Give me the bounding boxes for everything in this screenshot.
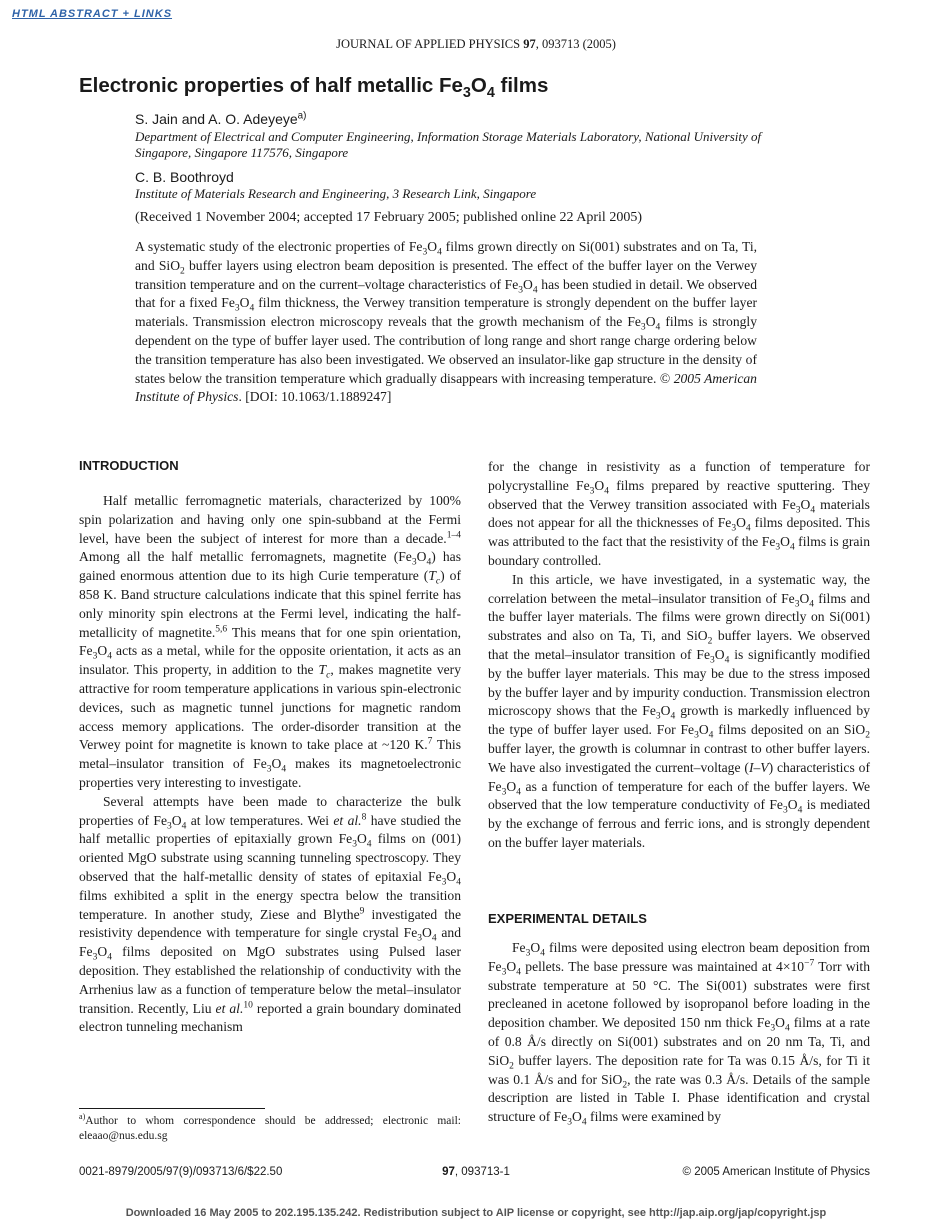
abstract: A systematic study of the electronic properties of $Fe_3O_4$ films grown directly on Si(001) substrates and on Ta, Ti, and SiO$_2$ buffer layers using electron beam deposition is presented. The effect of the buffer layer on the Verwey transition temperature and on the current–voltage characteristics of $Fe_3O_4$ has been studied in detail. We observed that for a fixed $Fe_3O_4$ film thickness, the Verwey transition temperature is strongly dependent on the buffer layer materials. Transmission electron microscopy reveals that the growth mechanism of the $Fe_3O_4$ films is strongly dependent on the type of buffer layer used. The contribution of long range and short range charge ordering below the transition temperature has also been investigated. We observed an insulator-like gap structure in the density of states below the transition temperature which gradually disappears with increasing temperature. © 2005 American Institute of Physics. [DOI: 10.1063/1.1889247]: [135, 239, 758, 405]
footnote-divider: [79, 1108, 265, 1109]
affiliation-1: Department of Electrical and Computer Engineering, Information Storage Materials Laboratory, National University of Singapore, Singapore 117576, Singapore: [135, 129, 762, 160]
introduction-heading: INTRODUCTION: [79, 458, 179, 473]
author-line-2: C. B. Boothroyd: [135, 169, 234, 185]
paper-title: Electronic properties of half metallic $Fe_3O_4$ films: [79, 74, 549, 102]
experimental-heading: EXPERIMENTAL DETAILS: [488, 911, 647, 926]
footer-page: 97, 093713-1: [442, 1166, 510, 1178]
introduction-text-continued: for the change in resistivity as a function of temperature for polycrystalline $Fe_3O_4$ films prepared by reactive sputtering. They observed that the Verwey transition associated with $Fe_3O_4$ materials does not appear for all the thicknesses of $Fe_3O_4$ films deposited. This was attributed to the fact that the resistivity of the $Fe_3O_4$ films is grain boundary controlled. In this article, we have investigated, in a systematic way, the correlation between the metal–insulator transition of $Fe_3O_4$ films and the buffer layer materials. The films were grown directly on Si(001) substrates and also on Ta, Ti, and SiO$_2$ buffer layers. We observed that the metal–insulator transition of $Fe_3O_4$ is significantly modified by the buffer layer materials. This may be due to the stress imposed by the buffer layer and by impurity conduction. Transmission electron microscopy shows that the $Fe_3O_4$ growth is markedly influenced by the type of buffer layer used. For $Fe_3O_4$ films deposited on an SiO$_2$ buffer layer, the growth is columnar in contrast to other buffer layers. We have also investigated the current–voltage (I–V) characteristics of $Fe_3O_4$ as a function of temperature for each of the buffer layers. We observed that the low temperature conductivity of $Fe_3O_4$ is mediated by the exchange of ferrous and ferric ions, and is strongly dependent on the buffer layer materials.: [488, 459, 871, 850]
introduction-text: Half metallic ferromagnetic materials, characterized by 100% spin polarization and having only one spin-subband at the Fermi level, have been the subject of interest for more than a decade.$^{1-4}$ Among all the half metallic ferromagnets, magnetite $(Fe_3O_4)$ has gained enormous attention due to its high Curie temperature $(T_c)$ of 858 K. Band structure calculations indicate that this spinel ferrite has only minority spin electrons at the Fermi level, indicating the half-metallicity of magnetite.$^{5,6}$ This means that for one spin orientation, $Fe_3O_4$ acts as a metal, while for the opposite orientation, it acts as an insulator. This property, in addition to the $T_c$, makes magnetite very attractive for room temperature applications in various spin-electronic devices, such as magnetic tunnel junctions for magnetic random access memory applications. The order-disorder transition at the Verwey point for magnetite is known to take place at ~120 K.$^7$ This metal–insulator transition of $Fe_3O_4$ makes its magnetoelectronic properties very interesting to investigate. Several attempts have been made to characterize the bulk properties of $Fe_3O_4$ at low temperatures. Wei et al.$^8$ have studied the half metallic properties of epitaxially grown $Fe_3O_4$ films on (001) oriented MgO substrate using scanning tunneling spectroscopy. They observed that the half-metallic density of states of epitaxial $Fe_3O_4$ films exhibited a split in the energy spectra below the transition temperature. In another study, Ziese and Blythe$^9$ investigated the resistivity dependence with temperature for single crystal $Fe_3O_4$ and $Fe_3O_4$ films deposited on MgO substrates using Pulsed laser deposition. They established the relationship of conductivity with the Arrhenius law as a function of temperature below the metal–insulator transition. Recently, Liu et al.$^{10}$ reported a grain boundary dominated electron tunneling mechanism: [79, 493, 462, 1035]
abstract-links-link[interactable]: HTML ABSTRACT + LINKS: [12, 8, 173, 20]
download-notice: Downloaded 16 May 2005 to 202.195.135.242. Redistribution subject to AIP license or copyright, see http://jap.aip.org/jap/copyright.jsp: [125, 1207, 827, 1219]
journal-header: JOURNAL OF APPLIED PHYSICS 97, 093713 (2005): [336, 37, 616, 51]
footer-code: 0021-8979/2005/97(9)/093713/6/$22.50: [79, 1166, 283, 1178]
experimental-text: $Fe_3O_4$ films were deposited using electron beam deposition from $Fe_3O_4$ pellets. The base pressure was maintained at $4\times 10^{-7}$ Torr with substrate temperature at 50 °C. The Si(001) substrates were first precleaned in acetone followed by isopropanol before loading in the deposition chamber. We deposited 150 nm thick $Fe_3O_4$ films at a rate of 0.8 Å/s directly on Si(001) substrates and on 20 nm Ta, Ti, and SiO$_2$ buffer layers. The deposition rate for Ta was 0.15 Å/s, for Ti it was 0.1 Å/s and for SiO$_2$, the rate was 0.3 Å/s. Details of the sample description are listed in Table I. Phase identification and crystal structure of $Fe_3O_4$ films were examined by: [488, 940, 870, 1128]
affiliation-2: Institute of Materials Research and Engineering, 3 Research Link, Singapore: [135, 186, 537, 201]
footnote: $^{a)}$Author to whom correspondence should be addressed; electronic mail: eleaao@nus.edu.sg: [79, 1112, 461, 1142]
footer-copyright: © 2005 American Institute of Physics: [682, 1166, 870, 1178]
author-line-1: S. Jain and A. O. Adeyeye$^{a)}$: [135, 110, 307, 127]
received-dates: (Received 1 November 2004; accepted 17 February 2005; published online 22 April 2005): [135, 210, 642, 225]
